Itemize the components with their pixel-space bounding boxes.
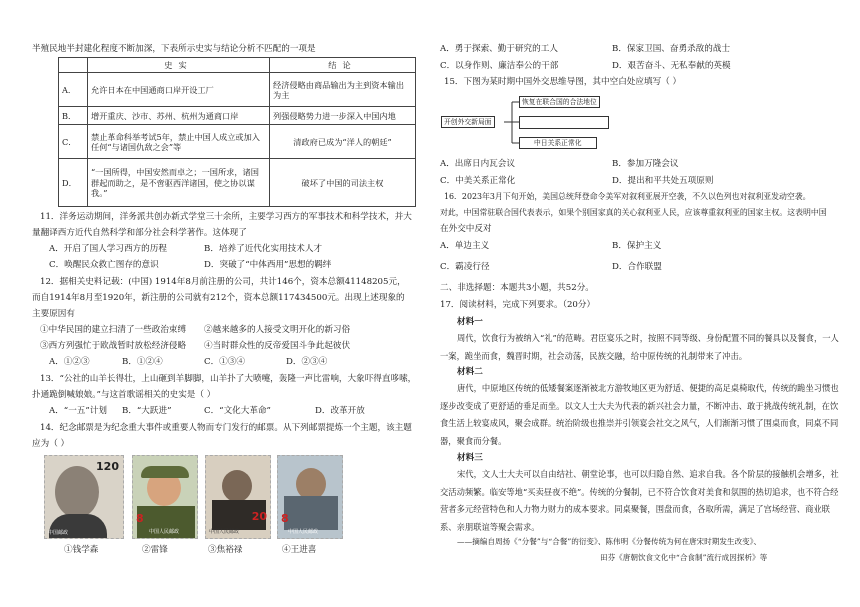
q11-option-c: C．唤醒民众救亡图存的意识	[49, 260, 159, 270]
stamp-caption-4: ④王进喜	[282, 545, 317, 555]
stamp-caption-1: ①钱学森	[64, 545, 99, 555]
q13-stem-1: 13．“公社的山羊长得壮，上山砸到羊脚脚，山羊扑了大喷嚏，轰隆一声比雷响，大象吓得直哆嗦，	[40, 374, 417, 384]
stamp-value: 20	[251, 510, 267, 524]
table-row-label: A．	[59, 73, 88, 107]
stamp-brand: 中国人民邮政	[149, 528, 180, 535]
stamp-wang-jinxi	[277, 455, 343, 539]
stamp-lei-feng	[132, 455, 198, 539]
q15-option-b: B．参加万隆会议	[612, 159, 679, 169]
section-heading: 二、非选择题：本题共3小题，共52分。	[440, 283, 594, 293]
stamp-caption-3: ③焦裕禄	[208, 545, 243, 555]
mindmap-branch-2: 中日关系正常化	[519, 137, 597, 149]
q12-item-4: ④当时群众性的反帝爱国斗争此起彼伏	[204, 341, 351, 351]
table-row-label: B．	[59, 107, 88, 125]
q16-stem-1: 16．2023年3月下旬开始，美国总统拜登命令美军对叙利亚展开空袭，不久以色列也对叙利亚发动空袭。	[444, 192, 811, 201]
table-cell-conclusion: 破坏了中国的司法主权	[270, 159, 416, 207]
table-cell-conclusion: 清政府已成为“洋人的朝廷”	[270, 125, 416, 159]
q16-stem-3: 在外交中反对	[440, 224, 492, 234]
portrait-icon	[222, 470, 252, 502]
q11-option-a: A．开启了国人学习西方的历程	[49, 244, 167, 254]
stamp-caption-2: ②雷锋	[142, 545, 168, 555]
q12-item-2: ②越来越多的人接受文明开化的新习俗	[204, 325, 351, 335]
q14-option-a: A．勇于探索、勤于研究的工人	[440, 44, 558, 54]
stamp-value: 8	[136, 512, 144, 526]
q12-option-b: B．①②④	[122, 357, 163, 367]
table-cell-fact: 增开重庆、沙市、苏州、杭州为通商口岸	[88, 107, 270, 125]
mindmap-center: 开创外交新局面	[441, 116, 495, 128]
q16-option-b: B．保护主义	[612, 241, 662, 251]
q16-option-c: C．霸凌行径	[440, 262, 490, 272]
table-cell-fact: “一国所得，中国安然而卓之；一国所求，诸国群起而助之，是不啻驱西洋诸国，使之协以谋我。”	[88, 159, 270, 207]
q14-option-b: B．保家卫国、奋勇杀敌的战士	[612, 44, 731, 54]
q12-item-3: ③西方列强忙于欧战暂时放松经济侵略	[40, 341, 187, 351]
q14-stem-2: 应为（ ）	[32, 439, 70, 449]
q14-option-c: C．以身作则、廉洁奉公的干部	[440, 61, 559, 71]
material-3-text: 宋代，文人士大夫可以自由结社、朝堂论事，也可以归隐自然、追求自我。各个阶层的接触机会增多，社交活动频繁。临安等地“买卖昼夜不绝”。传统的分餐制，已不符合饮食对美食和氛围的热切追求，也不符合经营者多元经营特色和人力物力财力的成本要求。同桌聚餐，围盘而食，各取所需，满足了宫场经营、商业联系、亲朋联谊等聚会需求。	[440, 469, 839, 532]
table-row-label: C．	[59, 125, 88, 159]
q12-option-d: D．②③④	[286, 357, 328, 367]
q13-option-d: D．改革开放	[315, 406, 365, 416]
q12-option-c: C．①③④	[204, 357, 245, 367]
stamp-qian-xuesen	[44, 455, 124, 539]
table-header-fact: 史实	[88, 58, 270, 73]
table-cell-conclusion: 经济侵略由商品输出为主到资本输出为主	[270, 73, 416, 107]
material-2-text: 唐代，中原地区传统的低矮餐案逐渐被北方游牧地区更为舒适、便捷的高足桌椅取代，传统的跪坐习惯也逐步改变成了更舒适的垂足而坐。以文人士大夫为代表的新兴社会力量，不断冲击、敢于挑战传统礼制，在饮食生活上较宴成风，聚会成群。统治阶级也推崇并引领宴会社交之风气，人们渐渐习惯了围桌而食，同桌不同器，聚食而分餐。	[440, 383, 839, 446]
mindmap-branch-1: 恢复在联合国的合法地位	[519, 96, 600, 108]
stamp-brand: 中国人民邮政	[288, 528, 319, 535]
q15-stem: 15．下图为某时期中国外交思维导图，其中空白处应填写（ ）	[444, 77, 682, 87]
q11-stem-1: 11．洋务运动期间，洋务派共创办新式学堂三十余所，主要学习西方的军事技术和科学技术，并大	[40, 212, 412, 222]
q12-stem-3: 主要原因有	[32, 309, 75, 319]
q11-option-d: D．突破了“中体西用”思想的羁绊	[204, 260, 332, 270]
q12-stem-1: 12．据相关史料记载：(中国) 1914年8月前注册的公司，共计146个，资本总额41148205元，	[40, 277, 406, 287]
q14-option-d: D．艰苦奋斗、无私奉献的英模	[612, 61, 731, 71]
q16-option-a: A．单边主义	[440, 241, 490, 251]
q10-stem: 半殖民地半封建化程度不断加深，下表所示史实与结论分析不匹配的一项是	[32, 44, 316, 54]
stamp-value: 8	[281, 512, 289, 526]
q10-table	[58, 57, 416, 207]
table-cell-fact: 禁止革命科举考试5年，禁止中国人成立或加入任何“与诸国仇敌之会”等	[88, 125, 270, 159]
table-header-conclusion: 结论	[270, 58, 416, 73]
mindmap-blank	[519, 116, 609, 129]
portrait-icon	[55, 466, 99, 518]
q13-option-c: C．“文化大革命”	[204, 406, 271, 416]
material-1-title: 材料一	[457, 317, 483, 327]
q16-stem-2: 对此，中国常驻联合国代表表示，如果个别国家真的关心叙利亚人民，应该尊重叙利亚的国家主权。这表明中国	[440, 208, 827, 217]
q12-item-1: ①中华民国的建立扫清了一些政治束缚	[40, 325, 187, 335]
material-1-text: 周代，饮食行为被纳入“礼”的范畴。君臣宴乐之时，按照不同等级、身份配置不同的餐具以及餐食，一人一案，跪坐而食，魏晋时期，社会动荡，民族交融，给中原传统的礼制带来了冲击。	[440, 333, 839, 361]
source-line-2: 田芬《唐朝饮食文化中“合食制”流行成因探析》等	[600, 553, 768, 562]
material-2-title: 材料二	[457, 367, 483, 377]
stamp-brand: 中国人民邮政	[209, 528, 240, 535]
q17-stem: 17．阅读材料，完成下列要求。（20分）	[440, 300, 596, 310]
table-row-label: D．	[59, 159, 88, 207]
stamp-value: 120	[96, 460, 119, 473]
q15-option-d: D．提出和平共处五项原则	[612, 176, 714, 186]
q16-option-d: D．合作联盟	[612, 262, 662, 272]
source-line-1: ——摘编自周扬《“分餐”与“合餐”的衍变》、陈伟明《分餐传统为何在唐宋时期发生改变》、	[457, 537, 762, 546]
q12-option-a: A．①②③	[49, 357, 90, 367]
q13-option-b: B．“大跃进”	[122, 406, 172, 416]
stamp-brand: 中国邮政	[48, 529, 69, 536]
q13-stem-2: 扑通跪倒喊娘娘。”与这首歌谣相关的史实是（ ）	[32, 390, 216, 400]
table-cell-fact: 允许日本在中国通商口岸开设工厂	[88, 73, 270, 107]
stamp-jiao-yulu	[205, 455, 271, 539]
q13-option-a: A．“一五”计划	[49, 406, 107, 416]
q11-option-b: B．培养了近代化实用技术人才	[204, 244, 323, 254]
material-3-title: 材料三	[457, 453, 483, 463]
q14-stem-1: 14．纪念邮票是为纪念重大事件或重要人物而专门发行的邮票。从下列邮票提炼一个主题，该主题	[40, 423, 412, 433]
q11-stem-2: 量翻译西方近代自然科学和部分社会科学著作。这体现了	[32, 228, 247, 238]
table-cell-conclusion: 列强侵略势力进一步深入中国内地	[270, 107, 416, 125]
q15-option-c: C．中美关系正常化	[440, 176, 516, 186]
q15-option-a: A．出席日内瓦会议	[440, 159, 515, 169]
q12-stem-2: 而自1914年8月至1920年，新注册的公司就有212个，资本总额117434500元。出现上述现象的	[32, 293, 405, 303]
